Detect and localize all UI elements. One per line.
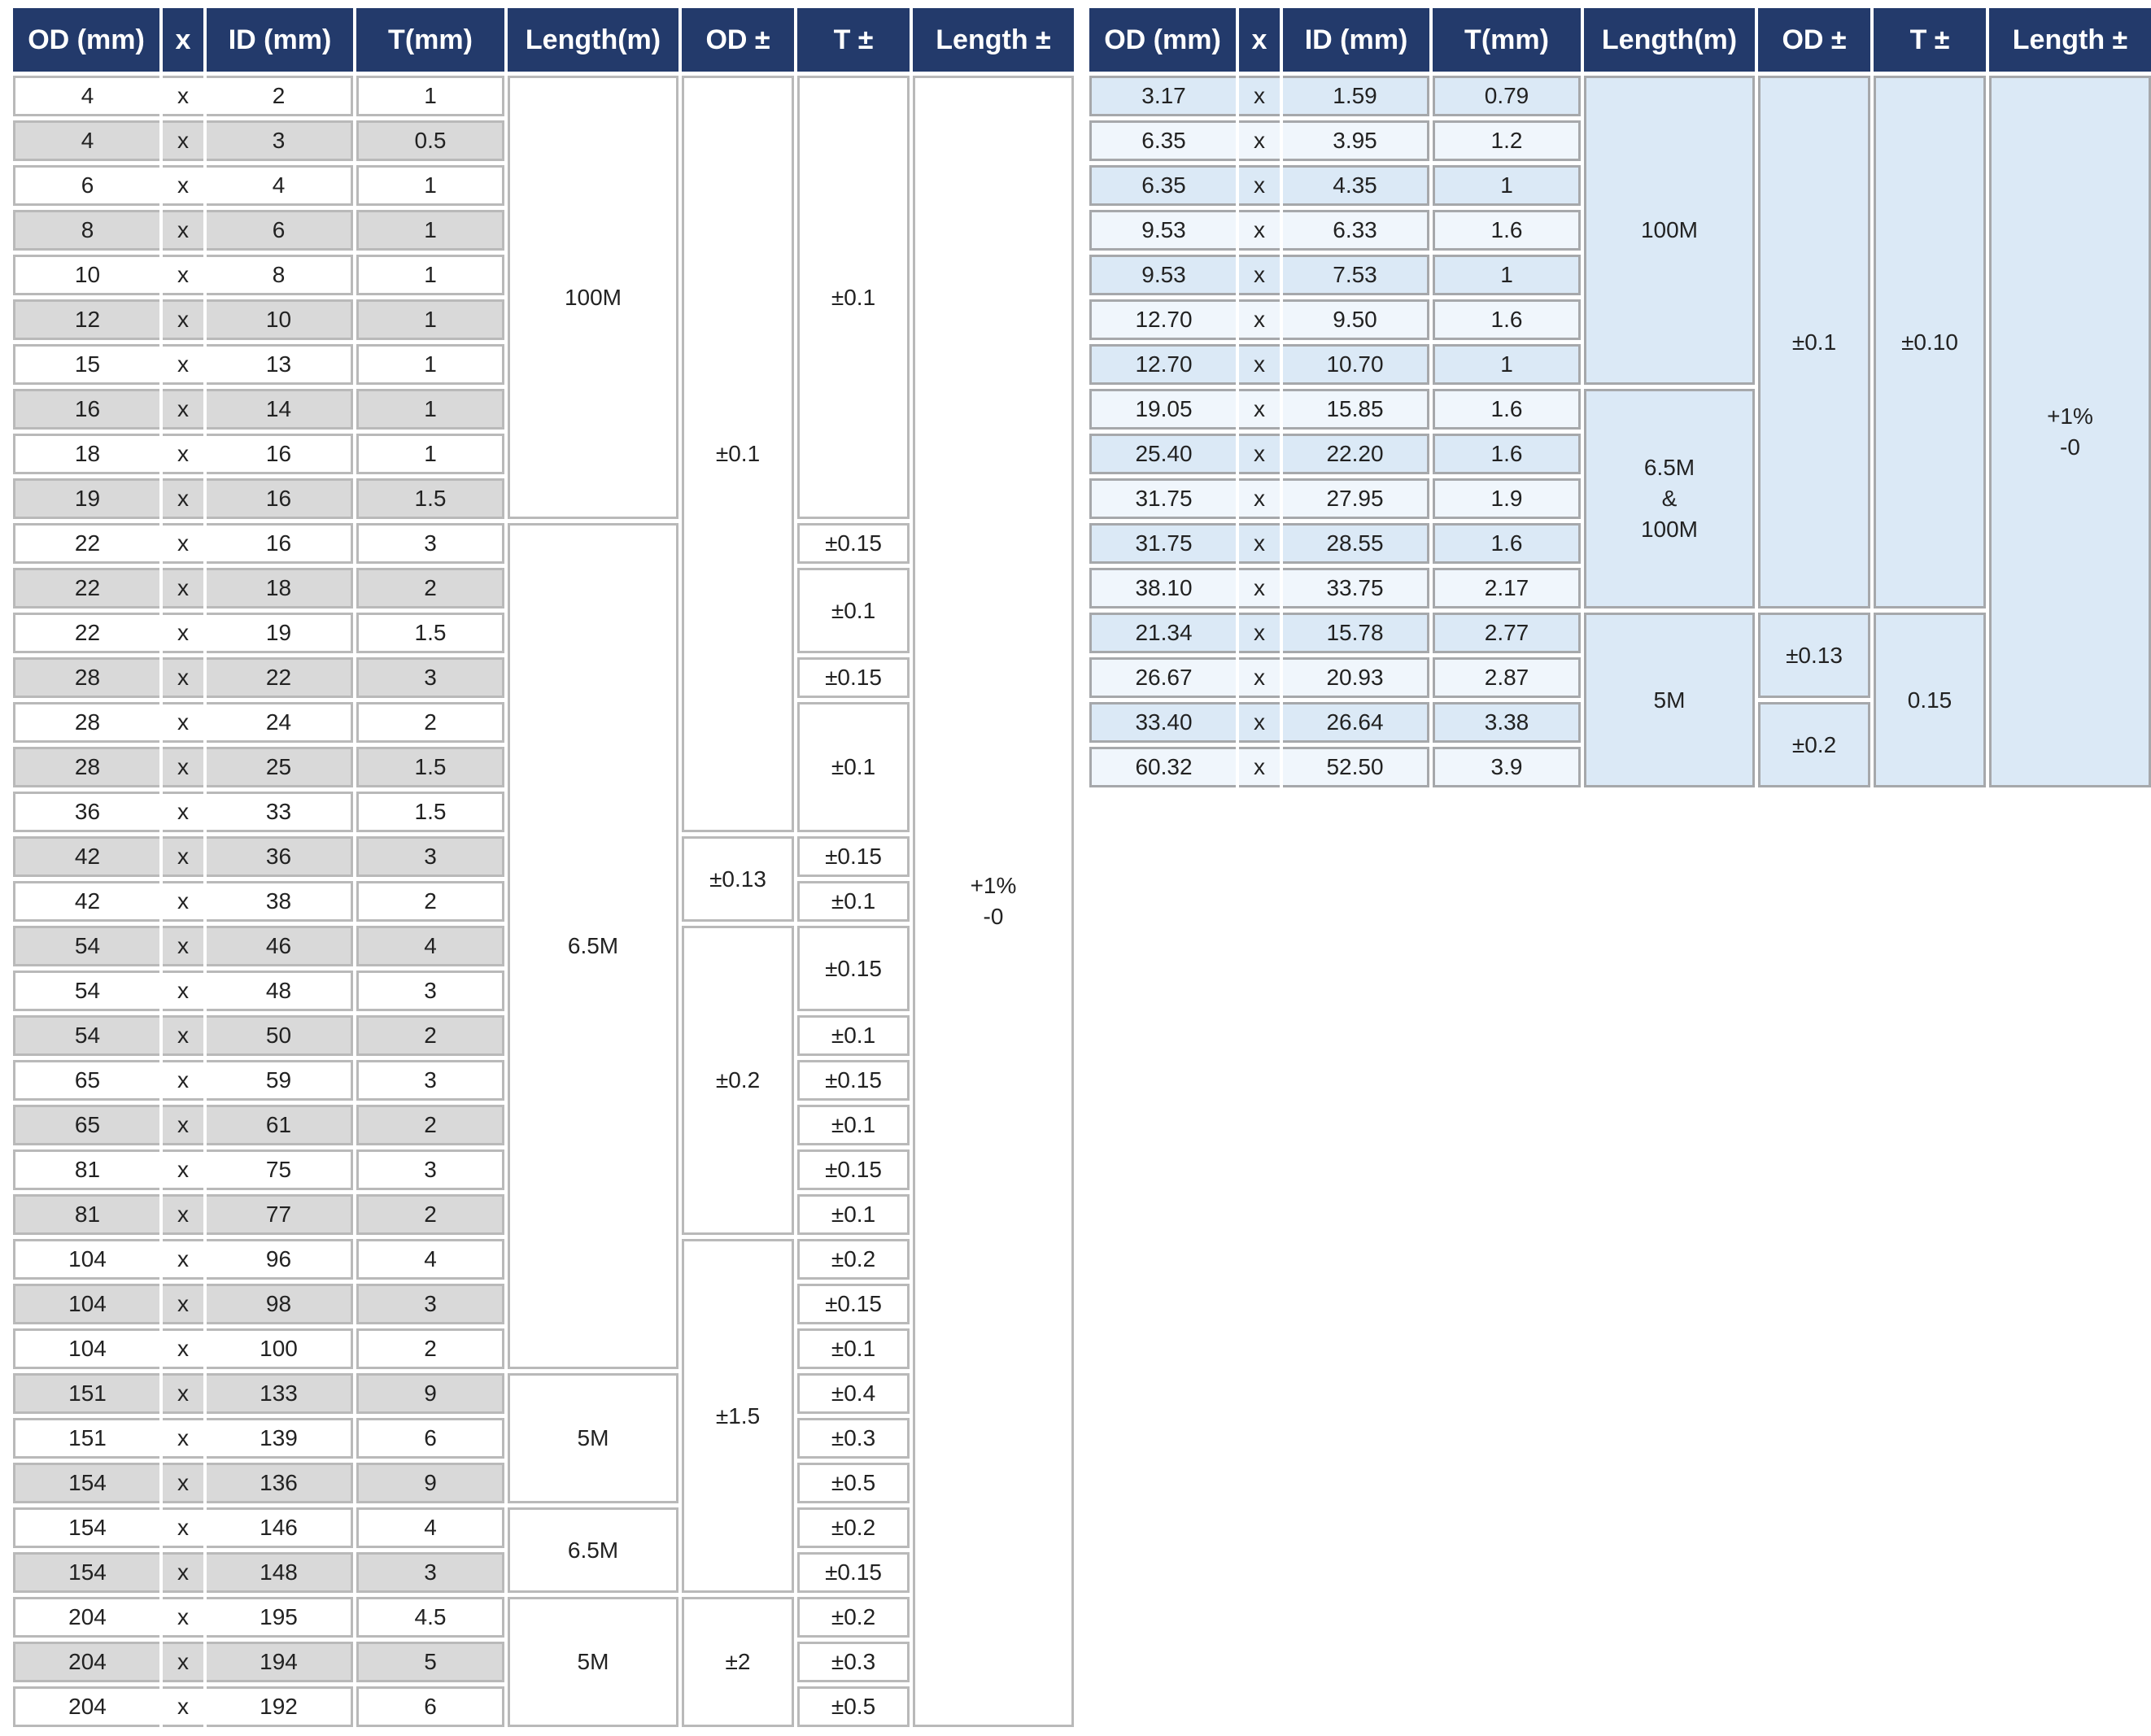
- x-cell: x: [163, 926, 203, 966]
- t-tolerance-cell: ±0.2: [797, 1239, 910, 1280]
- t-tolerance-cell: ±0.15: [797, 523, 910, 564]
- t-tolerance-cell: ±0.1: [797, 76, 910, 519]
- x-cell: x: [163, 76, 203, 116]
- t-tolerance-cell: ±0.15: [797, 657, 910, 698]
- x-cell: x: [163, 613, 203, 653]
- id-cell: 22: [207, 657, 353, 698]
- od-header: OD (mm): [13, 8, 159, 72]
- od-cell: 18: [13, 434, 159, 474]
- t-tolerance-cell: ±0.10: [1874, 76, 1986, 608]
- id-cell: 98: [207, 1284, 353, 1324]
- pipe-spec-table-metric: [10, 4, 1077, 1731]
- x-cell: x: [163, 1194, 203, 1235]
- id-cell: 194: [207, 1642, 353, 1682]
- t-cell: 1.5: [356, 478, 504, 519]
- x-cell: x: [163, 1328, 203, 1369]
- t-tolerance-cell: ±0.15: [797, 1060, 910, 1101]
- length-tolerance-header: Length ±: [913, 8, 1074, 72]
- length-header: Length(m): [1584, 8, 1755, 72]
- t-cell: 4: [356, 1507, 504, 1548]
- t-cell: 2: [356, 1015, 504, 1056]
- od-cell: 3.17: [1089, 76, 1236, 116]
- x-cell: x: [1239, 568, 1280, 608]
- od-cell: 10: [13, 255, 159, 295]
- t-tolerance-cell: ±0.15: [797, 1284, 910, 1324]
- od-cell: 31.75: [1089, 523, 1236, 564]
- id-cell: 96: [207, 1239, 353, 1280]
- od-cell: 19.05: [1089, 389, 1236, 430]
- t-cell: 1: [356, 255, 504, 295]
- t-tolerance-cell: ±0.5: [797, 1686, 910, 1727]
- id-cell: 18: [207, 568, 353, 608]
- od-cell: 12.70: [1089, 299, 1236, 340]
- od-tolerance-cell: ±0.13: [682, 836, 794, 922]
- od-cell: 204: [13, 1642, 159, 1682]
- t-tolerance-cell: ±0.3: [797, 1418, 910, 1459]
- t-header: T(mm): [1433, 8, 1581, 72]
- id-cell: 38: [207, 881, 353, 922]
- id-cell: 27.95: [1283, 478, 1429, 519]
- length-cell: 5M: [508, 1373, 678, 1503]
- od-cell: 42: [13, 836, 159, 877]
- t-cell: 1.6: [1433, 210, 1581, 251]
- od-cell: 9.53: [1089, 210, 1236, 251]
- od-cell: 8: [13, 210, 159, 251]
- id-cell: 19: [207, 613, 353, 653]
- id-cell: 4: [207, 165, 353, 206]
- id-cell: 8: [207, 255, 353, 295]
- id-cell: 136: [207, 1463, 353, 1503]
- id-cell: 52.50: [1283, 747, 1429, 787]
- x-cell: x: [163, 881, 203, 922]
- od-cell: 28: [13, 702, 159, 743]
- id-cell: 1.59: [1283, 76, 1429, 116]
- od-cell: 151: [13, 1418, 159, 1459]
- t-tolerance-cell: ±0.1: [797, 1194, 910, 1235]
- x-cell: x: [1239, 76, 1280, 116]
- t-cell: 1: [356, 389, 504, 430]
- id-cell: 133: [207, 1373, 353, 1414]
- length-cell: 6.5M: [508, 523, 678, 1369]
- t-tolerance-cell: 0.15: [1874, 613, 1986, 787]
- id-cell: 9.50: [1283, 299, 1429, 340]
- t-cell: 1.2: [1433, 120, 1581, 161]
- od-cell: 104: [13, 1328, 159, 1369]
- t-tolerance-cell: ±0.1: [797, 568, 910, 653]
- x-cell: x: [1239, 434, 1280, 474]
- t-cell: 3: [356, 836, 504, 877]
- x-cell: x: [163, 523, 203, 564]
- table-body: [13, 76, 1074, 1727]
- t-cell: 3: [356, 1060, 504, 1101]
- header-row: [1089, 8, 2151, 72]
- od-cell: 104: [13, 1284, 159, 1324]
- t-tolerance-cell: ±0.3: [797, 1642, 910, 1682]
- od-cell: 81: [13, 1194, 159, 1235]
- id-cell: 77: [207, 1194, 353, 1235]
- t-tolerance-cell: ±0.15: [797, 1149, 910, 1190]
- table-body: [1089, 76, 2151, 787]
- id-cell: 22.20: [1283, 434, 1429, 474]
- x-cell: x: [163, 657, 203, 698]
- id-cell: 139: [207, 1418, 353, 1459]
- x-cell: x: [163, 478, 203, 519]
- t-cell: 3: [356, 657, 504, 698]
- t-cell: 3: [356, 971, 504, 1011]
- x-cell: x: [163, 1105, 203, 1145]
- t-cell: 2: [356, 568, 504, 608]
- t-cell: 2: [356, 881, 504, 922]
- x-cell: x: [1239, 747, 1280, 787]
- od-tolerance-cell: ±0.2: [682, 926, 794, 1235]
- x-cell: x: [163, 299, 203, 340]
- t-cell: 2: [356, 1194, 504, 1235]
- od-tolerance-cell: ±1.5: [682, 1239, 794, 1593]
- od-cell: 22: [13, 613, 159, 653]
- t-cell: 1.5: [356, 747, 504, 787]
- id-cell: 3.95: [1283, 120, 1429, 161]
- t-cell: 1: [356, 165, 504, 206]
- x-cell: x: [163, 568, 203, 608]
- x-cell: x: [163, 1507, 203, 1548]
- t-cell: 1: [1433, 255, 1581, 295]
- length-cell: 100M: [1584, 76, 1755, 385]
- t-cell: 0.79: [1433, 76, 1581, 116]
- pipe-spec-table-imperial: [1086, 4, 2151, 792]
- t-tolerance-cell: ±0.5: [797, 1463, 910, 1503]
- table-row: [1089, 76, 2151, 116]
- x-cell: x: [163, 971, 203, 1011]
- id-cell: 14: [207, 389, 353, 430]
- id-cell: 10: [207, 299, 353, 340]
- id-cell: 6.33: [1283, 210, 1429, 251]
- t-cell: 1.5: [356, 792, 504, 832]
- t-cell: 1.6: [1433, 389, 1581, 430]
- x-cell: x: [163, 344, 203, 385]
- t-cell: 1: [356, 210, 504, 251]
- t-cell: 3.9: [1433, 747, 1581, 787]
- t-cell: 2: [356, 1328, 504, 1369]
- od-cell: 204: [13, 1597, 159, 1638]
- t-cell: 3: [356, 523, 504, 564]
- id-cell: 16: [207, 478, 353, 519]
- header-row: [13, 8, 1074, 72]
- id-cell: 100: [207, 1328, 353, 1369]
- id-cell: 192: [207, 1686, 353, 1727]
- x-cell: x: [1239, 657, 1280, 698]
- t-cell: 4: [356, 926, 504, 966]
- t-tolerance-cell: ±0.4: [797, 1373, 910, 1414]
- od-cell: 21.34: [1089, 613, 1236, 653]
- od-cell: 22: [13, 523, 159, 564]
- id-cell: 16: [207, 434, 353, 474]
- t-cell: 1: [1433, 344, 1581, 385]
- x-cell: x: [163, 1239, 203, 1280]
- id-cell: 24: [207, 702, 353, 743]
- x-cell: x: [163, 1060, 203, 1101]
- od-tolerance-cell: ±2: [682, 1597, 794, 1727]
- od-cell: 6.35: [1089, 120, 1236, 161]
- table-row: [13, 76, 1074, 116]
- id-cell: 33: [207, 792, 353, 832]
- od-cell: 54: [13, 971, 159, 1011]
- x-cell: x: [163, 702, 203, 743]
- od-cell: 154: [13, 1463, 159, 1503]
- t-cell: 0.5: [356, 120, 504, 161]
- x-cell: x: [1239, 210, 1280, 251]
- t-tolerance-cell: ±0.2: [797, 1507, 910, 1548]
- id-cell: 50: [207, 1015, 353, 1056]
- od-cell: 36: [13, 792, 159, 832]
- od-cell: 204: [13, 1686, 159, 1727]
- od-tolerance-cell: ±0.1: [1758, 76, 1870, 608]
- length-cell: 100M: [508, 76, 678, 519]
- id-cell: 33.75: [1283, 568, 1429, 608]
- x-cell: x: [163, 1463, 203, 1503]
- x-cell: x: [163, 120, 203, 161]
- id-cell: 15.85: [1283, 389, 1429, 430]
- t-cell: 5: [356, 1642, 504, 1682]
- t-cell: 2: [356, 1105, 504, 1145]
- t-cell: 9: [356, 1463, 504, 1503]
- id-header: ID (mm): [207, 8, 353, 72]
- x-cell: x: [163, 1597, 203, 1638]
- t-cell: 1: [1433, 165, 1581, 206]
- length-cell: 6.5M & 100M: [1584, 389, 1755, 608]
- od-cell: 12: [13, 299, 159, 340]
- x-cell: x: [1239, 478, 1280, 519]
- id-cell: 16: [207, 523, 353, 564]
- t-tolerance-header: T ±: [797, 8, 910, 72]
- id-cell: 7.53: [1283, 255, 1429, 295]
- t-cell: 3: [356, 1552, 504, 1593]
- x-cell: x: [163, 1373, 203, 1414]
- t-cell: 1.9: [1433, 478, 1581, 519]
- x-cell: x: [1239, 165, 1280, 206]
- t-cell: 1.6: [1433, 523, 1581, 564]
- length-cell: 5M: [508, 1597, 678, 1727]
- od-cell: 19: [13, 478, 159, 519]
- id-cell: 4.35: [1283, 165, 1429, 206]
- od-header: OD (mm): [1089, 8, 1236, 72]
- x-cell: x: [163, 1552, 203, 1593]
- id-cell: 26.64: [1283, 702, 1429, 743]
- t-header: T(mm): [356, 8, 504, 72]
- t-tolerance-cell: ±0.15: [797, 1552, 910, 1593]
- x-cell: x: [1239, 389, 1280, 430]
- x-cell: x: [1239, 344, 1280, 385]
- od-cell: 33.40: [1089, 702, 1236, 743]
- id-cell: 28.55: [1283, 523, 1429, 564]
- od-cell: 4: [13, 76, 159, 116]
- od-tolerance-cell: ±0.13: [1758, 613, 1870, 698]
- x-cell: x: [163, 792, 203, 832]
- x-cell: x: [1239, 613, 1280, 653]
- t-tolerance-cell: ±0.1: [797, 881, 910, 922]
- od-cell: 6.35: [1089, 165, 1236, 206]
- t-cell: 3.38: [1433, 702, 1581, 743]
- x-cell: x: [1239, 299, 1280, 340]
- od-cell: 9.53: [1089, 255, 1236, 295]
- od-cell: 22: [13, 568, 159, 608]
- x-cell: x: [163, 1418, 203, 1459]
- t-cell: 3: [356, 1149, 504, 1190]
- x-cell: x: [163, 434, 203, 474]
- id-cell: 75: [207, 1149, 353, 1190]
- id-cell: 195: [207, 1597, 353, 1638]
- t-cell: 1.6: [1433, 299, 1581, 340]
- x-cell: x: [163, 1284, 203, 1324]
- t-tolerance-cell: ±0.15: [797, 836, 910, 877]
- t-tolerance-cell: ±0.2: [797, 1597, 910, 1638]
- od-cell: 25.40: [1089, 434, 1236, 474]
- id-cell: 61: [207, 1105, 353, 1145]
- x-header: x: [1239, 8, 1280, 72]
- od-cell: 104: [13, 1239, 159, 1280]
- t-cell: 2.77: [1433, 613, 1581, 653]
- od-cell: 15: [13, 344, 159, 385]
- t-tolerance-cell: ±0.1: [797, 1015, 910, 1056]
- id-cell: 6: [207, 210, 353, 251]
- length-header: Length(m): [508, 8, 678, 72]
- id-cell: 46: [207, 926, 353, 966]
- id-cell: 2: [207, 76, 353, 116]
- id-header: ID (mm): [1283, 8, 1429, 72]
- length-cell: 6.5M: [508, 1507, 678, 1593]
- od-cell: 42: [13, 881, 159, 922]
- t-cell: 9: [356, 1373, 504, 1414]
- x-cell: x: [163, 255, 203, 295]
- x-cell: x: [163, 836, 203, 877]
- t-cell: 2.17: [1433, 568, 1581, 608]
- od-cell: 16: [13, 389, 159, 430]
- length-tolerance-cell: +1% -0: [913, 76, 1074, 1727]
- od-cell: 28: [13, 747, 159, 787]
- x-cell: x: [1239, 120, 1280, 161]
- od-cell: 12.70: [1089, 344, 1236, 385]
- t-tolerance-cell: ±0.1: [797, 1328, 910, 1369]
- od-cell: 151: [13, 1373, 159, 1414]
- x-cell: x: [163, 389, 203, 430]
- od-cell: 38.10: [1089, 568, 1236, 608]
- x-cell: x: [1239, 702, 1280, 743]
- length-cell: 5M: [1584, 613, 1755, 787]
- x-cell: x: [163, 1149, 203, 1190]
- t-cell: 2: [356, 702, 504, 743]
- t-cell: 1: [356, 76, 504, 116]
- x-cell: x: [1239, 523, 1280, 564]
- id-cell: 59: [207, 1060, 353, 1101]
- od-tolerance-header: OD ±: [1758, 8, 1870, 72]
- x-cell: x: [163, 1015, 203, 1056]
- od-cell: 81: [13, 1149, 159, 1190]
- t-cell: 1: [356, 434, 504, 474]
- od-cell: 28: [13, 657, 159, 698]
- od-cell: 154: [13, 1507, 159, 1548]
- x-header: x: [163, 8, 203, 72]
- od-cell: 154: [13, 1552, 159, 1593]
- t-cell: 2.87: [1433, 657, 1581, 698]
- od-cell: 31.75: [1089, 478, 1236, 519]
- x-cell: x: [163, 747, 203, 787]
- x-cell: x: [163, 210, 203, 251]
- id-cell: 48: [207, 971, 353, 1011]
- t-cell: 6: [356, 1686, 504, 1727]
- t-cell: 1: [356, 299, 504, 340]
- od-tolerance-header: OD ±: [682, 8, 794, 72]
- length-tolerance-header: Length ±: [1989, 8, 2151, 72]
- t-cell: 1.5: [356, 613, 504, 653]
- id-cell: 3: [207, 120, 353, 161]
- t-cell: 1: [356, 344, 504, 385]
- od-cell: 65: [13, 1060, 159, 1101]
- id-cell: 20.93: [1283, 657, 1429, 698]
- length-tolerance-cell: +1% -0: [1989, 76, 2151, 787]
- od-cell: 26.67: [1089, 657, 1236, 698]
- id-cell: 15.78: [1283, 613, 1429, 653]
- id-cell: 25: [207, 747, 353, 787]
- t-cell: 4: [356, 1239, 504, 1280]
- t-tolerance-cell: ±0.1: [797, 702, 910, 832]
- t-cell: 1.6: [1433, 434, 1581, 474]
- t-cell: 3: [356, 1284, 504, 1324]
- od-cell: 54: [13, 1015, 159, 1056]
- t-tolerance-cell: ±0.15: [797, 926, 910, 1011]
- id-cell: 148: [207, 1552, 353, 1593]
- x-cell: x: [163, 1642, 203, 1682]
- t-tolerance-cell: ±0.1: [797, 1105, 910, 1145]
- id-cell: 13: [207, 344, 353, 385]
- od-tolerance-cell: ±0.1: [682, 76, 794, 832]
- od-cell: 4: [13, 120, 159, 161]
- od-cell: 54: [13, 926, 159, 966]
- t-cell: 6: [356, 1418, 504, 1459]
- t-tolerance-header: T ±: [1874, 8, 1986, 72]
- id-cell: 10.70: [1283, 344, 1429, 385]
- x-cell: x: [163, 1686, 203, 1727]
- id-cell: 36: [207, 836, 353, 877]
- od-cell: 6: [13, 165, 159, 206]
- x-cell: x: [163, 165, 203, 206]
- od-tolerance-cell: ±0.2: [1758, 702, 1870, 787]
- id-cell: 146: [207, 1507, 353, 1548]
- od-cell: 65: [13, 1105, 159, 1145]
- x-cell: x: [1239, 255, 1280, 295]
- t-cell: 4.5: [356, 1597, 504, 1638]
- od-cell: 60.32: [1089, 747, 1236, 787]
